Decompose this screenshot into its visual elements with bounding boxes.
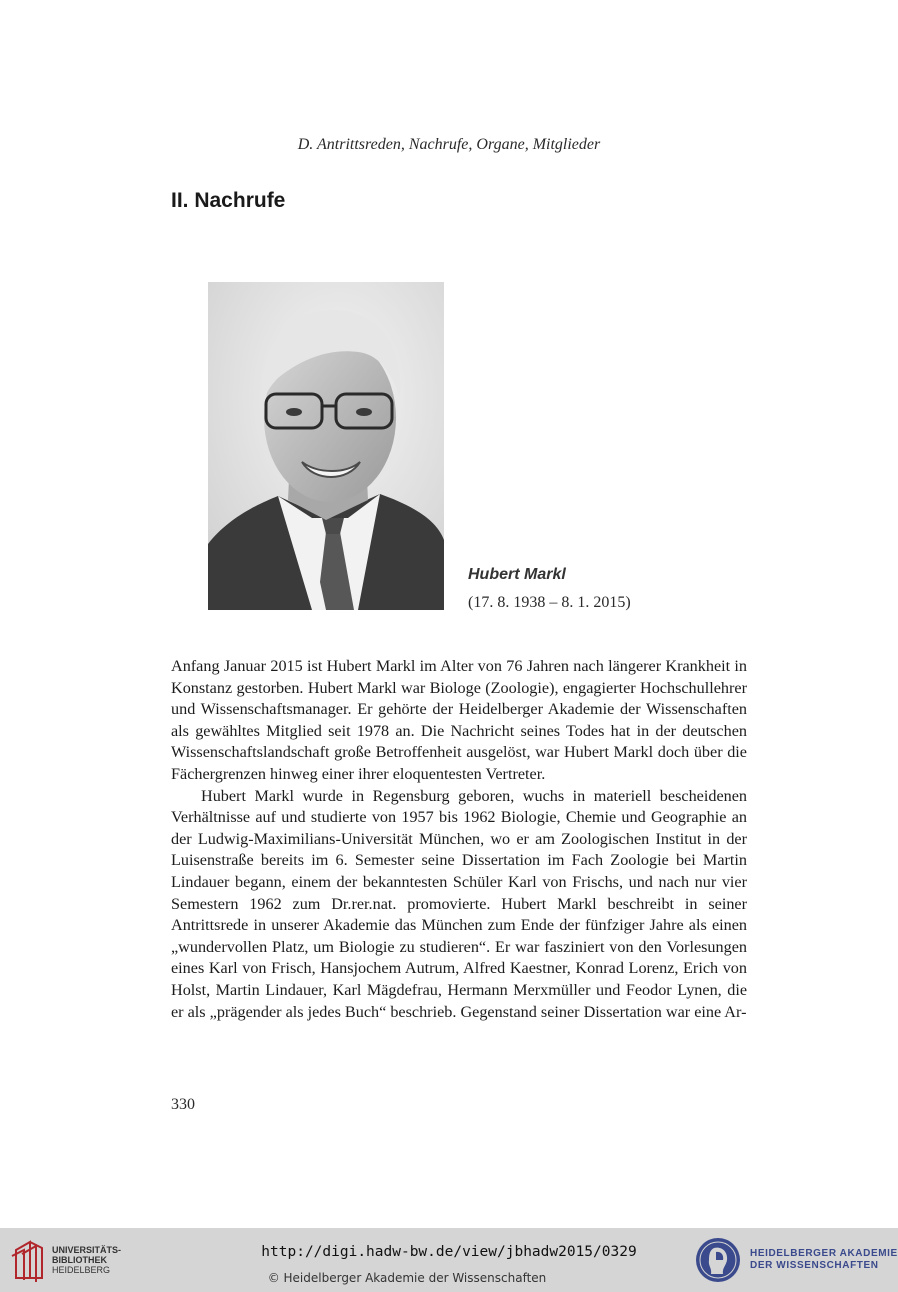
body-paragraph: Hubert Markl wurde in Regensburg geboren, wuchs in materiell bescheidenen Verhältnisse auf und studierte von 1957 bis 1962 Biologie, Chemie und Geographie an der Ludwig-Maximilians-Universität München, wo er am Zoologischen Institut in der Luisenstraße bereits im 6. Semester seine Dissertation im Fach Zoologie bei Martin Lindauer begann, einem der bekanntesten Schüler Karl von Frischs, und nach nur vier Semestern 1962 zum Dr.rer.nat. promovierte. Hubert Markl beschreibt in seiner Antrittsrede in unserer Akademie das München zum Ende der fünfziger Jahre als einen „wundervollen Platz, um Biologie zu studieren“. Er war fasziniert von den Vorlesungen eines Karl von Frisch, Hansjochem Autrum, Alfred Kaestner, Konrad Lorenz, Erich von Holst, Martin Lindauer, Karl Mägdefrau, Hermann Merxmüller und Feodor Lynen, die er als „prägender als jedes Buch“ beschrieb. Gegenstand seiner Dissertation war eine Ar- [171, 786, 747, 1021]
portrait-photo [208, 282, 444, 610]
academy-seal-icon [694, 1236, 742, 1284]
academy-name-line: DER WISSENSCHAFTEN [750, 1260, 879, 1271]
section-title: II. Nachrufe [171, 189, 286, 212]
ub-name-line: BIBLIOTHEK [52, 1255, 107, 1265]
portrait-photo-drawing [208, 282, 444, 610]
caption-dates: (17. 8. 1938 – 8. 1. 2015) [468, 594, 631, 611]
body-text [171, 656, 747, 1023]
page-number: 330 [171, 1096, 195, 1113]
academy-name [750, 1248, 898, 1272]
footer-url-link[interactable]: http://digi.hadw-bw.de/view/jbhadw2015/0329 [261, 1244, 637, 1260]
ub-name-line: UNIVERSITÄTS- [52, 1245, 122, 1255]
footer-bar [0, 1228, 898, 1292]
running-head: D. Antrittsreden, Nachrufe, Organe, Mitglieder [297, 136, 601, 153]
body-paragraph: Anfang Januar 2015 ist Hubert Markl im Alter von 76 Jahren nach längerer Krankheit in Konstanz gestorben. Hubert Markl war Biologe (Zoologie), engagierter Hochschullehrer und Wissenschaftsmanager. Er gehörte der Heidelberger Akademie der Wissenschaften als gewähltes Mitglied seit 1978 an. Die Nachricht seines Todes hat in der deutschen Wissenschaftslandschaft große Betroffenheit ausgelöst, war Hubert Markl doch über die Fächergrenzen hinweg einer ihrer eloquentesten Vertreter. [171, 657, 747, 783]
academy-name-line: HEIDELBERGER AKADEMIE [750, 1248, 898, 1259]
ub-name-line: HEIDELBERG [52, 1265, 111, 1275]
caption-name: Hubert Markl [468, 566, 566, 583]
footer-copyright: © Heidelberger Akademie der Wissenschaften [267, 1271, 547, 1285]
